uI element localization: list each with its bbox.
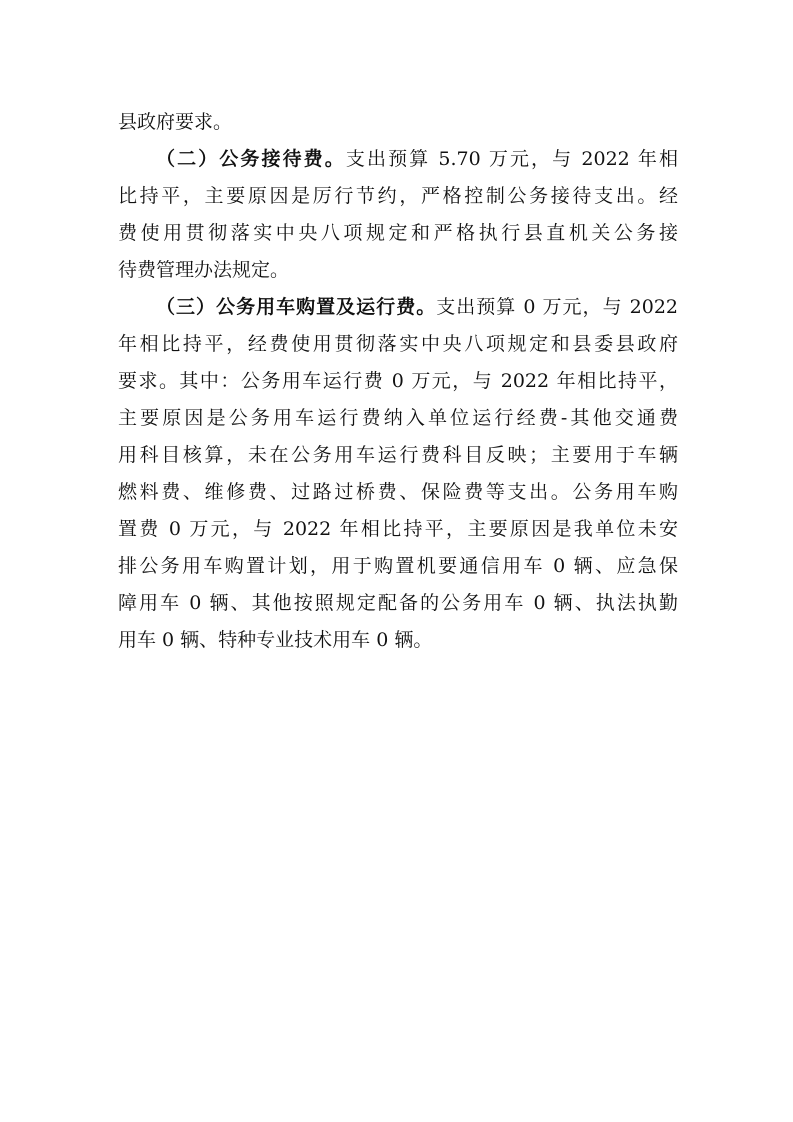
text-line — [118, 289, 678, 326]
text-line: 置费 0 万元，与 2022 年相比持平，主要原因是我单位未安 — [118, 518, 678, 540]
paragraph-vehicle-expenses — [118, 289, 678, 659]
section-heading-reception: （二）公务接待费。 — [156, 148, 346, 170]
text-line: 用科目核算，未在公务用车运行费科目反映；主要用于车辆 — [118, 444, 678, 466]
text-line: 待费管理办法规定。 — [118, 259, 290, 281]
text-line: 用车 0 辆、特种专业技术用车 0 辆。 — [118, 629, 433, 651]
text-line: 年相比持平，经费使用贯彻落实中央八项规定和县委县政府 — [118, 333, 678, 355]
text-line: 县政府要求。 — [118, 111, 233, 133]
text-line: 障用车 0 辆、其他按照规定配备的公务用车 0 辆、执法执勤 — [118, 592, 678, 614]
text-line: 比持平，主要原因是厉行节约，严格控制公务接待支出。经 — [118, 185, 678, 207]
paragraph-reception-expenses — [118, 141, 678, 289]
document-page — [118, 104, 678, 659]
paragraph-county-requirement — [118, 104, 678, 141]
text-line: 要求。其中：公务用车运行费 0 万元，与 2022 年相比持平， — [118, 370, 678, 392]
section-heading-vehicle: （三）公务用车购置及运行费。 — [156, 296, 437, 318]
text-line: 主要原因是公务用车运行费纳入单位运行经费-其他交通费 — [118, 407, 678, 429]
text-segment: 支出预算 5.70 万元，与 2022 年相 — [345, 148, 678, 170]
text-line — [118, 141, 678, 178]
text-line: 燃料费、维修费、过路过桥费、保险费等支出。公务用车购 — [118, 481, 678, 503]
text-line: 排公务用车购置计划，用于购置机要通信用车 0 辆、应急保 — [118, 555, 678, 577]
text-segment: 支出预算 0 万元，与 2022 — [436, 296, 678, 318]
text-line: 费使用贯彻落实中央八项规定和严格执行县直机关公务接 — [118, 222, 678, 244]
